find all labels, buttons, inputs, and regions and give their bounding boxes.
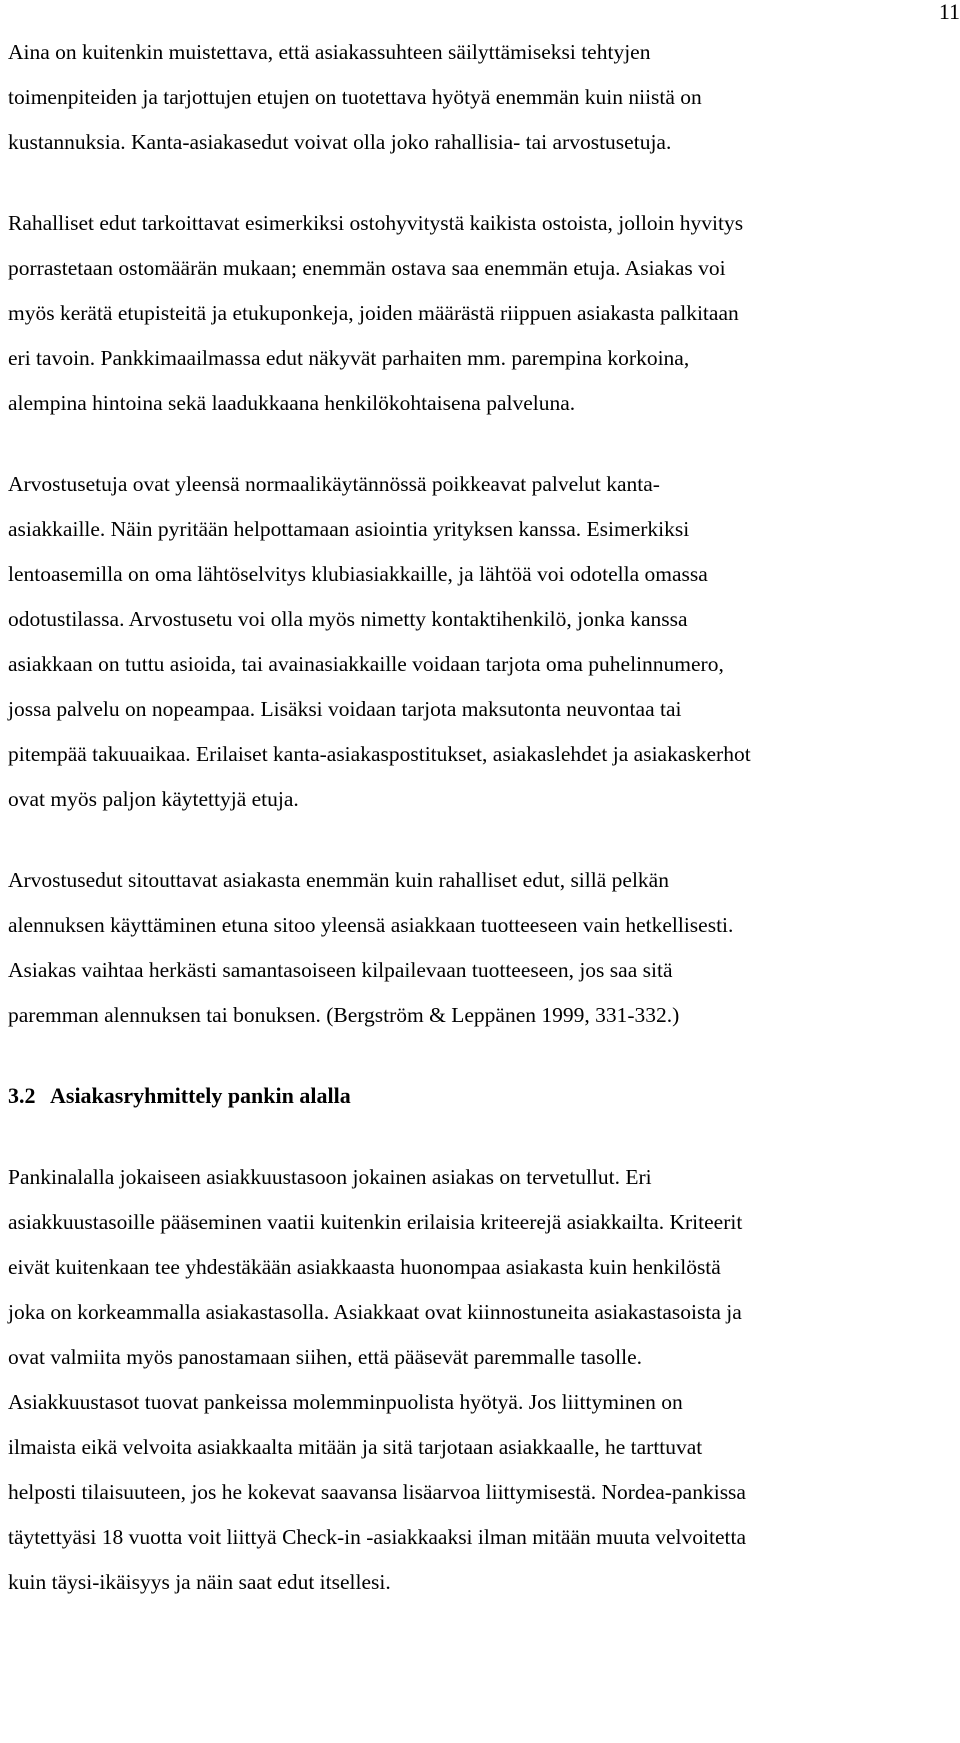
- text-line: porrastetaan ostomäärän mukaan; enemmän ostava saa enemmän etuja. Asiakas voi: [8, 256, 726, 280]
- text-line: asiakkaille. Näin pyritään helpottamaan asiointia yrityksen kanssa. Esimerkiksi: [8, 517, 690, 541]
- text-line: toimenpiteiden ja tarjottujen etujen on tuotettava hyötyä enemmän kuin niistä on: [8, 85, 702, 109]
- text-line: alennuksen käyttäminen etuna sitoo yleensä asiakkaan tuotteeseen vain hetkellisesti.: [8, 913, 734, 937]
- text-line: asiakkaan on tuttu asioida, tai avainasiakkaille voidaan tarjota oma puhelinnumero,: [8, 652, 724, 676]
- text-line: joka on korkeammalla asiakastasolla. Asiakkaat ovat kiinnostuneita asiakastasoista ja: [8, 1300, 742, 1324]
- section-number: 3.2: [8, 1083, 36, 1108]
- text-line: ilmaista eikä velvoita asiakkaalta mitään ja sitä tarjotaan asiakkaalle, he tarttuvat: [8, 1435, 703, 1459]
- text-line: kustannuksia. Kanta-asiakasedut voivat olla joko rahallisia- tai arvostusetuja.: [8, 130, 672, 154]
- text-line: Aina on kuitenkin muistettava, että asiakassuhteen säilyttämiseksi tehtyjen: [8, 40, 651, 64]
- text-line: Asiakas vaihtaa herkästi samantasoiseen kilpailevaan tuotteeseen, jos saa sitä: [8, 958, 673, 982]
- text-line: Arvostusetuja ovat yleensä normaalikäytännössä poikkeavat palvelut kanta-: [8, 472, 660, 496]
- text-line: Arvostusedut sitouttavat asiakasta enemmän kuin rahalliset edut, sillä pelkän: [8, 868, 669, 892]
- text-line: jossa palvelu on nopeampaa. Lisäksi voidaan tarjota maksutonta neuvontaa tai: [8, 697, 682, 721]
- page-number: 11: [938, 0, 960, 24]
- text-line: helposti tilaisuuteen, jos he kokevat saavansa lisäarvoa liittymisestä. Nordea-pankissa: [8, 1480, 746, 1504]
- section-heading: [8, 1084, 351, 1108]
- text-line: Rahalliset edut tarkoittavat esimerkiksi ostohyvitystä kaikista ostoista, jolloin hyvitys: [8, 211, 744, 235]
- text-line: myös kerätä etupisteitä ja etukuponkeja, joiden määrästä riippuen asiakasta palkitaan: [8, 301, 739, 325]
- text-line: asiakkuustasoille pääseminen vaatii kuitenkin erilaisia kriteerejä asiakkailta. Kriteerit: [8, 1210, 743, 1234]
- text-line: Asiakkuustasot tuovat pankeissa molemminpuolista hyötyä. Jos liittyminen on: [8, 1390, 683, 1414]
- text-line: alempina hintoina sekä laadukkaana henkilökohtaisena palveluna.: [8, 391, 576, 415]
- text-line: pitempää takuuaikaa. Erilaiset kanta-asiakaspostitukset, asiakaslehdet ja asiakaskerhot: [8, 742, 751, 766]
- text-line: lentoasemilla on oma lähtöselvitys klubiasiakkaille, ja lähtöä voi odotella omassa: [8, 562, 708, 586]
- text-line: täytettyäsi 18 vuotta voit liittyä Check-in -asiakkaaksi ilman mitään muuta velvoitetta: [8, 1525, 746, 1549]
- text-line: kuin täysi-ikäisyys ja näin saat edut itsellesi.: [8, 1570, 391, 1594]
- text-line: paremman alennuksen tai bonuksen. (Bergström & Leppänen 1999, 331-332.): [8, 1003, 680, 1027]
- section-title: Asiakasryhmittely pankin alalla: [50, 1083, 351, 1108]
- text-line: eri tavoin. Pankkimaailmassa edut näkyvät parhaiten mm. parempina korkoina,: [8, 346, 690, 370]
- text-line: ovat myös paljon käytettyjä etuja.: [8, 787, 299, 811]
- text-line: odotustilassa. Arvostusetu voi olla myös nimetty kontaktihenkilö, jonka kanssa: [8, 607, 688, 631]
- text-line: Pankinalalla jokaiseen asiakkuustasoon jokainen asiakas on tervetullut. Eri: [8, 1165, 652, 1189]
- text-line: ovat valmiita myös panostamaan siihen, että pääsevät paremmalle tasolle.: [8, 1345, 643, 1369]
- text-line: eivät kuitenkaan tee yhdestäkään asiakkaasta huonompaa asiakasta kuin henkilöstä: [8, 1255, 721, 1279]
